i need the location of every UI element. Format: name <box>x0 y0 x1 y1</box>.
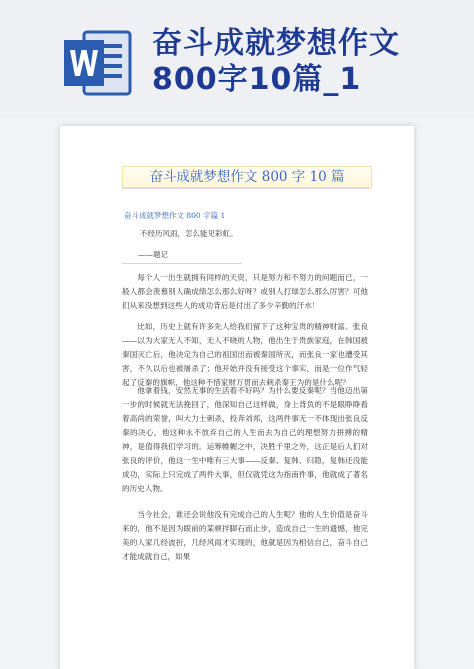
document-title: 奋斗成就梦想作文 800 字 10 篇 <box>149 169 345 185</box>
epigraph-divider <box>122 263 242 264</box>
word-document-icon <box>62 26 134 100</box>
paragraph-1: 每个人一出生就拥有同样的天资，只是努力和不努力的问题而已，一般人都会羡慕别人确成绩怎么那么好呀？或别人打球怎么那么厉害？可他们从来没想到这些人的成功背后是付出了多少辛勤的汗水！ <box>122 273 368 310</box>
epigraph-author: ——题记 <box>138 250 168 259</box>
document-subtitle: 奋斗成就梦想作文 800 字篇 1 <box>124 211 226 220</box>
document-title-box <box>122 166 372 188</box>
title-underline <box>122 188 370 189</box>
page-title-line-2: 800字10篇_1 <box>152 62 362 97</box>
page-title-line-1: 奋斗成就梦想作文 <box>152 26 400 61</box>
epigraph-quote: 不经历风雨，怎么能见彩虹。 <box>140 229 238 238</box>
paragraph-3: 他拿着钱，安然无事的生活着不好吗？为什么要反秦呢？当他迈出第一步的时候就无法挽回了，他深知自己这样做，身上背负的不是眼睁睁看着高尚的荣誉，叫大力士刺杀，投奔刘邦，这两件事无一不体现出张良反秦的决心，他这种永不放弃自己的人生而去为自己的理想努力拼搏的精神，是值得我们学习的。运筹帷幄之中，决胜千里之外，这正是后人们对张良的评价，他这一生中唯有三大事——反秦、复韩、归隐，复韩还没能成功，实际上只完成了两件大事，但仅就凭这为指南件事，他就成了著名的历史人物。 <box>122 386 368 493</box>
page-title <box>152 26 462 98</box>
paragraph-2: 比如，历史上就有许多先人给我们留下了这种宝贵的精神财富。张良——以为大家无人不知，无人不晓的人物，他出生于贵族家庭，在韩国被秦国灭亡后，他决定为自己的祖国出而被秦国所灭，而张良一家也遭受其害，不久以后也被屠杀了；他开始并没有接受这个事实，而是一位作气轻起了反秦的旗帜，他这种不惜家财万贯而去刺杀秦王为的是什么呢？ <box>122 322 368 387</box>
paragraph-4: 当今社会，谁还会说他没有完成自己的人生呢？他的人生价值是奋斗来的，他不是因为眼前的某顿拌脚石而止步，造成自己一生的遗憾，他完美的人家几经波折，几经风雨才实现的，他就是因为相信自己，奋斗自己才能成就自己，如果 <box>122 510 368 561</box>
header-banner <box>0 0 474 118</box>
document-page <box>60 126 414 669</box>
